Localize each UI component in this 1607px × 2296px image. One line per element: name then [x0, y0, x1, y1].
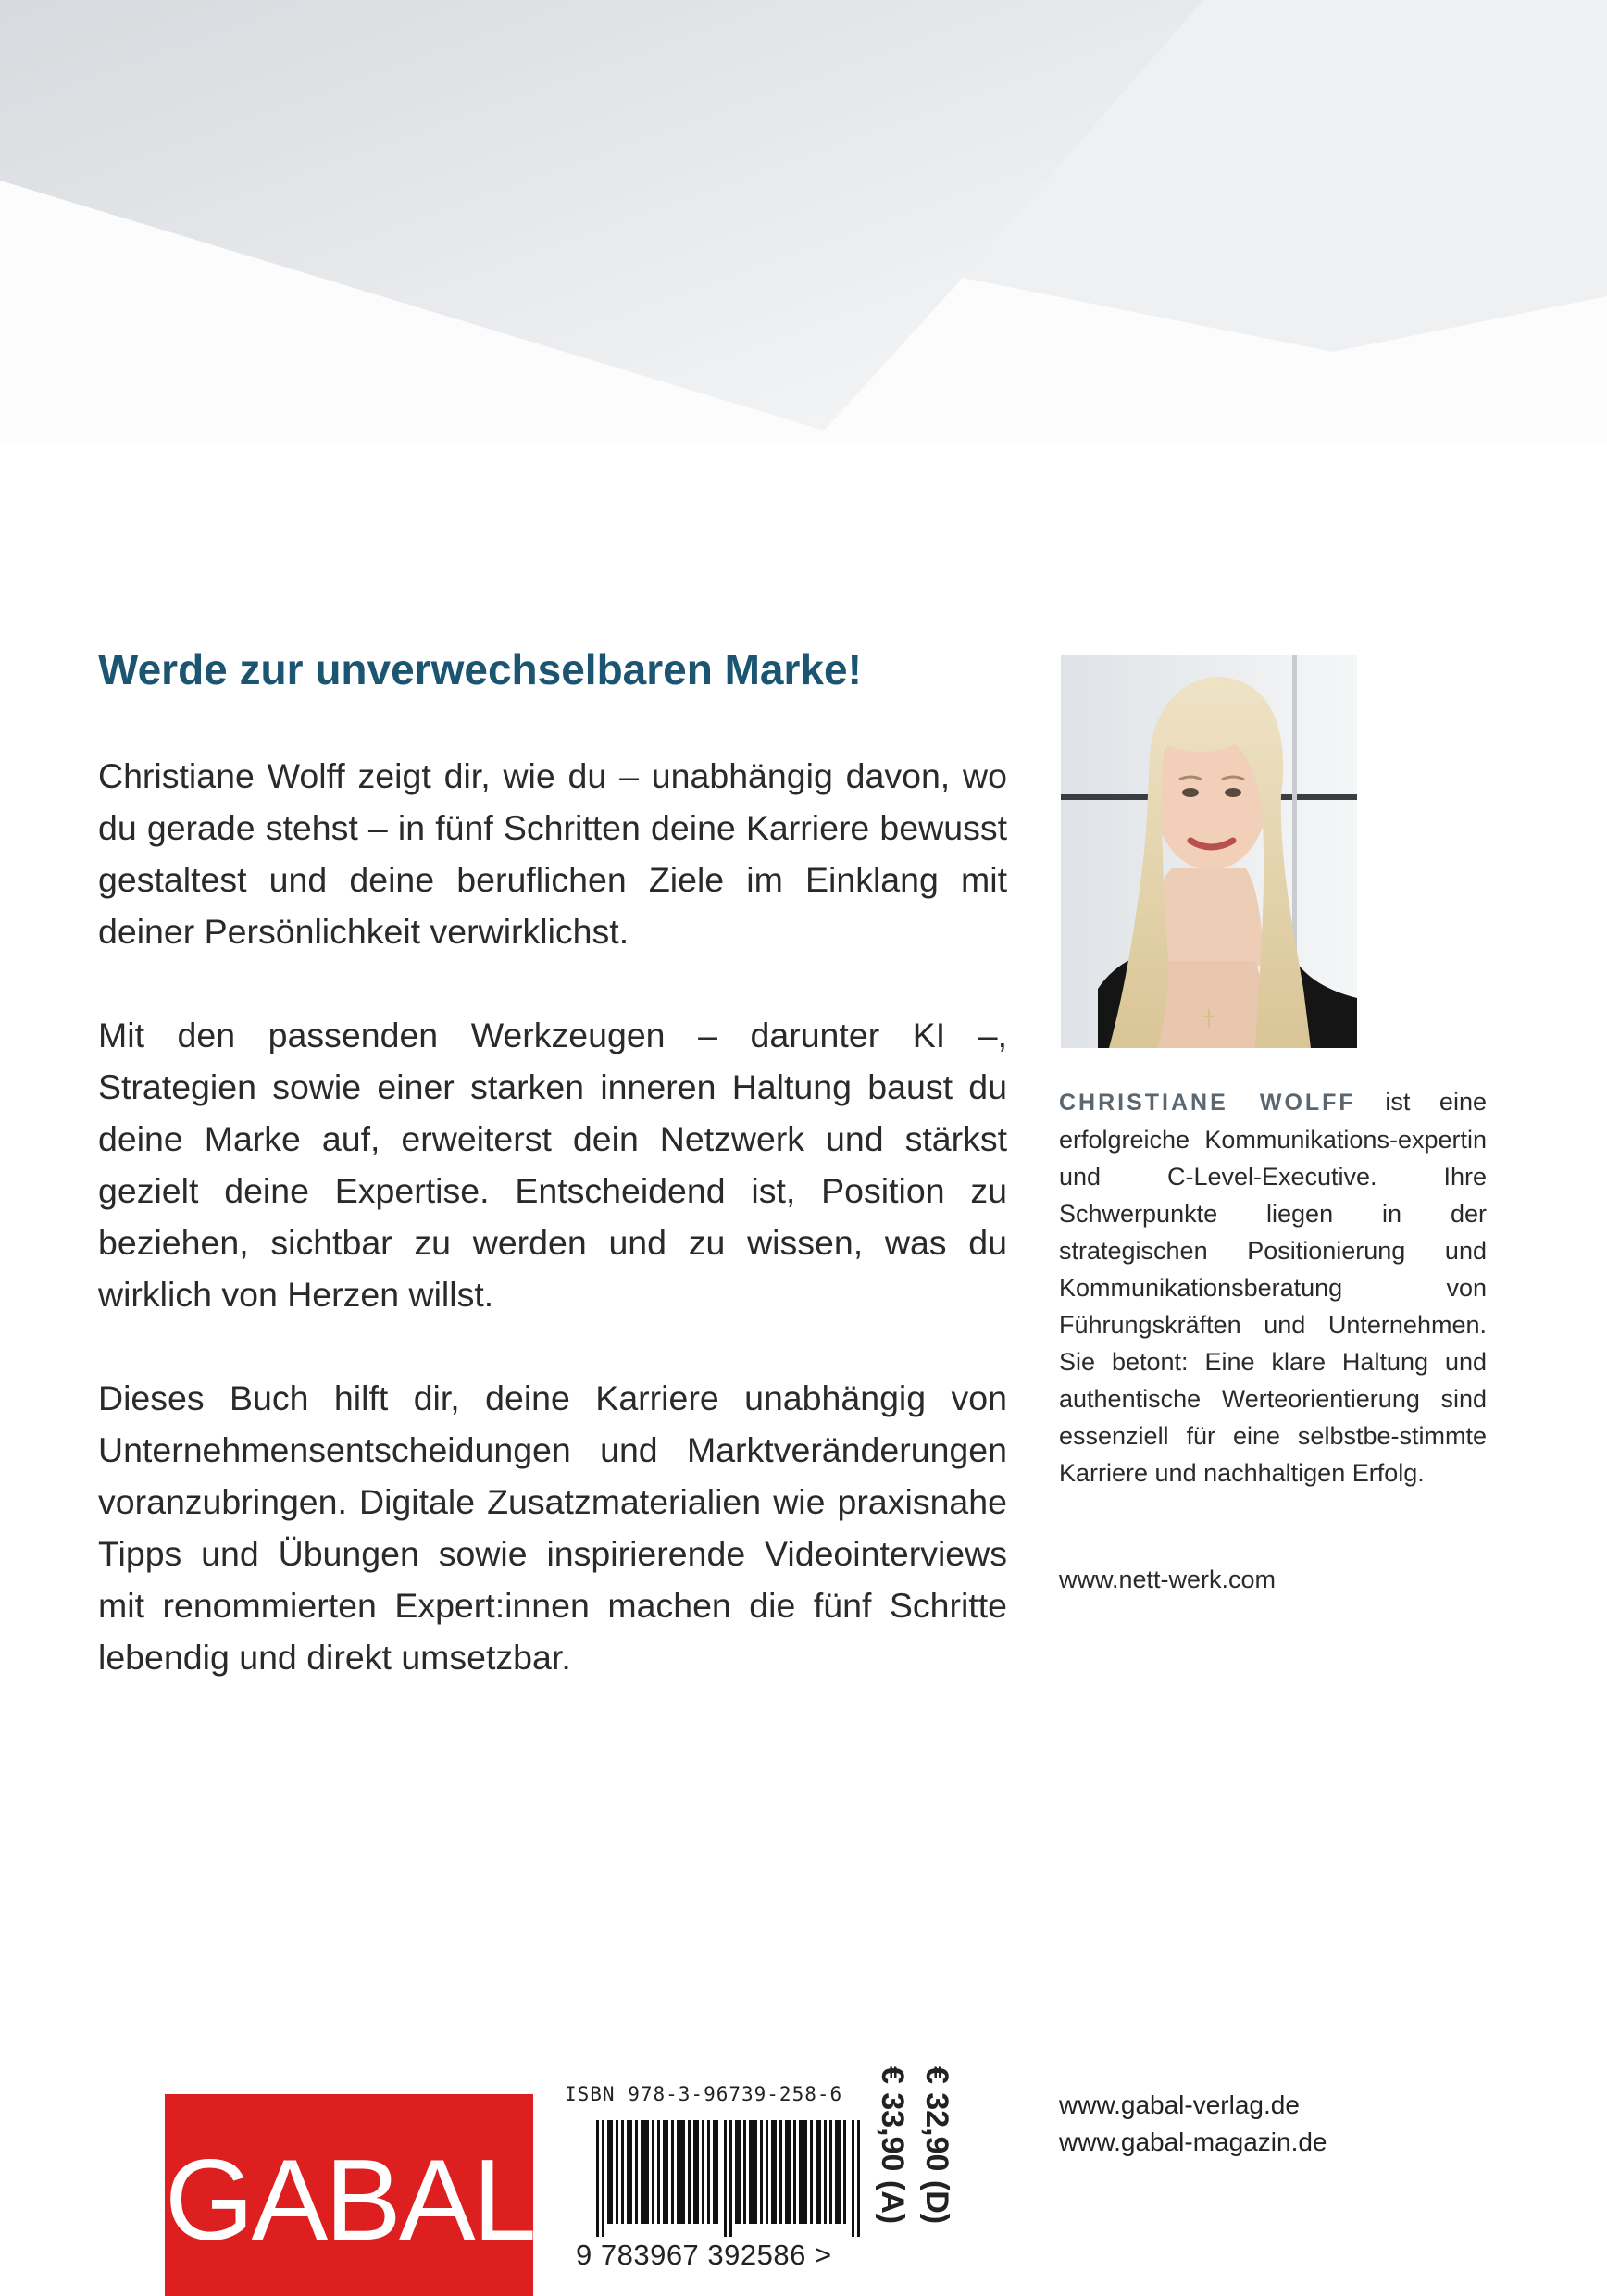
barcode-digits: 9 783967 392586 > [576, 2239, 832, 2271]
price-block [857, 2066, 959, 2289]
background-shapes [0, 0, 1607, 444]
author-bio [1059, 1083, 1487, 1491]
blurb-paragraph: Mit den passenden Werkzeugen – darunter KI –, Strategien sowie einer starken inneren Haltung baust du deine Marke auf, erweiterst dein Netzwerk und stärkst gezielt deine Expertise. Entscheidend ist, Position zu beziehen, sichtbar zu werden und zu wissen, was du wirklich von Herzen willst. [98, 1016, 1007, 1314]
author-bio-body: ist eine erfolgreiche Kommunikations-expertin und C-Level-Executive. Ihre Schwerpunkte liegen in der strategischen Positionierung und Kommunikationsberatung von Führungskräften und Unternehmen. Sie betont: Eine klare Haltung und authentische Werteorientierung sind essenziell für eine selbstbe-stimmte Karriere und nachhaltigen Erfolg. [1059, 1088, 1487, 1487]
barcode-icon [596, 2120, 870, 2237]
blurb-paragraph: Dieses Buch hilft dir, deine Karriere unabhängig von Unternehmensentscheidungen und Marktveränderungen voranzubringen. Digitale Zusatzmaterialien wie praxisnahe Tipps und Übungen sowie inspirierende Videointerviews mit renommierten Expert:innen machen die fünf Schritte lebendig und direkt umsetzbar. [98, 1379, 1007, 1677]
author-name: CHRISTIANE WOLFF [1059, 1090, 1356, 1116]
headline: Werde zur unverwechselbaren Marke! [98, 645, 862, 693]
publisher-link[interactable]: www.gabal-verlag.de [1059, 2090, 1300, 2119]
publisher-links [1059, 2087, 1327, 2161]
author-website[interactable]: www.nett-werk.com [1059, 1566, 1277, 1593]
price-germany: € 32,90 (D) [919, 2066, 954, 2225]
blurb [98, 750, 1007, 1735]
publisher-logo [165, 2094, 533, 2296]
isbn-label: ISBN 978-3-96739-258-6 [565, 2083, 843, 2105]
isbn-barcode [563, 2083, 881, 2271]
author-photo [1061, 655, 1357, 1048]
publisher-link[interactable]: www.gabal-magazin.de [1059, 2128, 1327, 2156]
price-austria: € 33,90 (A) [875, 2066, 910, 2225]
blurb-paragraph: Christiane Wolff zeigt dir, wie du – unabhängig davon, wo du gerade stehst – in fünf Schritten deine Karriere bewusst gestaltest und deine beruflichen Ziele im Einklang mit deiner Persönlichkeit verwirklichst. [98, 756, 1007, 951]
publisher-logo-text: GABAL [165, 2137, 534, 2265]
author-bio-text [1059, 1083, 1487, 1491]
